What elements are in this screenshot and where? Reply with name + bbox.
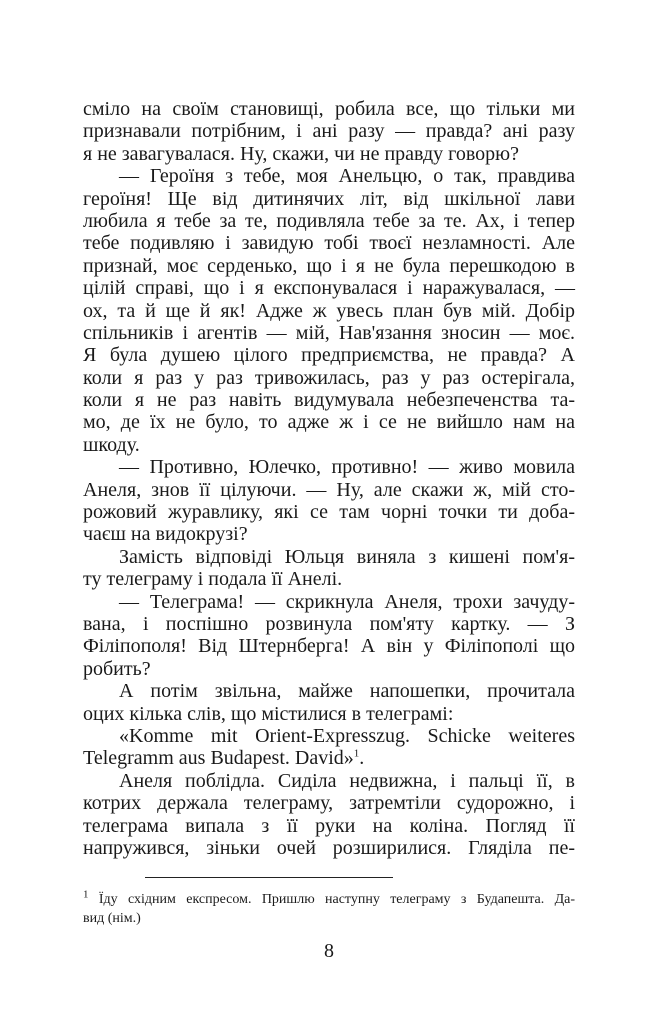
line-text: чаєш на видокрузі? bbox=[83, 523, 248, 546]
footnote-line bbox=[83, 909, 575, 928]
text-line bbox=[83, 255, 575, 277]
text-line bbox=[83, 188, 575, 210]
body-text bbox=[83, 98, 575, 859]
line-tail: . bbox=[359, 747, 365, 770]
line-text: героїня! Ще від дитинячих літ, від шкільної лави bbox=[83, 187, 575, 210]
text-line bbox=[83, 680, 575, 702]
footnote bbox=[83, 890, 575, 928]
text-line bbox=[83, 546, 575, 568]
text-line bbox=[83, 367, 575, 389]
line-text: ту телеграму і подала її Анелі. bbox=[83, 568, 343, 591]
text-line bbox=[83, 479, 575, 501]
line-text: «Komme mit Orient-Expresszug. Schicke weiteres bbox=[119, 724, 575, 747]
text-line bbox=[83, 456, 575, 478]
text-line bbox=[83, 277, 575, 299]
paragraph bbox=[83, 456, 575, 546]
paragraph bbox=[83, 546, 575, 591]
paragraph bbox=[83, 770, 575, 860]
paragraph bbox=[83, 98, 575, 165]
line-text: Анеля поблідла. Сиділа недвижна, і пальці її, в bbox=[119, 769, 575, 792]
text-line bbox=[83, 613, 575, 635]
text-line bbox=[83, 523, 575, 545]
paragraph bbox=[83, 680, 575, 725]
line-text: признай, моє серденько, що і я не була перешкодою в bbox=[83, 254, 575, 277]
text-line bbox=[83, 568, 575, 590]
paragraph bbox=[83, 725, 575, 770]
text-line bbox=[83, 635, 575, 657]
page-number: 8 bbox=[324, 940, 334, 962]
text-line bbox=[83, 143, 575, 165]
text-line bbox=[83, 344, 575, 366]
line-text: рожовий журавлику, які се там чорні точки ти доба- bbox=[83, 501, 575, 524]
line-text: телеграма випала з її руки на коліна. Погляд її bbox=[83, 814, 575, 837]
line-text: тебе подивляю і завидую тобі твоєї незламності. Але bbox=[83, 232, 575, 255]
line-text: сміло на своїм становищі, робила все, що тільки ми bbox=[83, 98, 575, 120]
text-line bbox=[83, 703, 575, 725]
footnote-divider bbox=[145, 877, 393, 878]
line-text: спільників і агентів — мій, Нав'язання зносин — моє. bbox=[83, 321, 575, 344]
text-line bbox=[83, 591, 575, 613]
text-line bbox=[83, 411, 575, 433]
text-line bbox=[83, 165, 575, 187]
line-text: Telegramm aus Budapest. David» bbox=[83, 747, 354, 770]
text-line bbox=[83, 837, 575, 859]
text-line bbox=[83, 747, 575, 769]
line-text: коли я не раз навіть видумувала небезпеченства та- bbox=[83, 389, 575, 412]
line-text: робить? bbox=[83, 657, 151, 680]
line-text: Анеля, знов її цілуючи. — Ну, але скажи ж, мій сто- bbox=[83, 478, 575, 501]
footnote-text: Їду східним експресом. Пришлю наступну телеграму з Будапешта. Да- bbox=[98, 892, 575, 907]
text-line bbox=[83, 322, 575, 344]
line-text: — Героїня з тебе, моя Анельцю, о так, правдива bbox=[119, 165, 575, 188]
line-text: мо, де їх не було, то адже ж і се не вийшло нам на bbox=[83, 411, 575, 434]
line-text: Філіпополя! Від Штернберга! А він у Філіпополі що bbox=[83, 635, 575, 658]
line-text: любила я тебе за те, подивляла тебе за те. Ах, і тепер bbox=[83, 209, 575, 232]
line-text: — Противно, Юлечко, противно! — живо мовила bbox=[119, 456, 575, 479]
text-line bbox=[83, 501, 575, 523]
paragraph bbox=[83, 165, 575, 456]
text-line bbox=[83, 815, 575, 837]
line-text: коли я раз у раз тривожилась, раз у раз остерігала, bbox=[83, 366, 575, 389]
line-text: котрих держала телеграму, затремтіли судорожно, і bbox=[83, 792, 575, 815]
line-text: оцих кілька слів, що містилися в телеграмі: bbox=[83, 702, 454, 725]
text-line bbox=[83, 725, 575, 747]
text-line bbox=[83, 434, 575, 456]
line-text: я не завагувалася. Ну, скажи, чи не правду говорю? bbox=[83, 142, 519, 165]
text-line bbox=[83, 98, 575, 120]
line-text: Замість відповіді Юльця виняла з кишені пом'я- bbox=[119, 545, 575, 568]
text-line bbox=[83, 658, 575, 680]
paragraph bbox=[83, 591, 575, 681]
line-text: напружився, зіньки очей розширилися. Гляділа пе- bbox=[83, 836, 575, 859]
text-line bbox=[83, 300, 575, 322]
line-text: признавали потрібним, і ані разу — правда? ані разу bbox=[83, 120, 575, 143]
footnote-line bbox=[83, 890, 575, 909]
text-line bbox=[83, 120, 575, 142]
text-line bbox=[83, 792, 575, 814]
text-line bbox=[83, 210, 575, 232]
text-line bbox=[83, 770, 575, 792]
text-line bbox=[83, 232, 575, 254]
line-text: А потім звільна, майже напошепки, прочитала bbox=[119, 680, 575, 703]
line-text: — Телеграма! — скрикнула Анеля, трохи зачуду- bbox=[119, 590, 575, 613]
footnote-mark: 1 bbox=[83, 888, 89, 901]
footnote-text: вид (нім.) bbox=[83, 911, 141, 926]
line-text: цілій справі, що і я експонувалася і наражувалася, — bbox=[83, 277, 575, 300]
text-line bbox=[83, 389, 575, 411]
line-text: вана, і поспішно розвинула пом'яту картку. — З bbox=[83, 612, 575, 635]
line-text: Я була душею цілого предприємства, не правда? А bbox=[83, 344, 575, 367]
footnote-reference[interactable]: 1 bbox=[353, 747, 360, 760]
line-text: шкоду. bbox=[83, 433, 140, 456]
line-text: ох, та й ще й як! Адже ж увесь план був мій. Добір bbox=[83, 299, 575, 322]
